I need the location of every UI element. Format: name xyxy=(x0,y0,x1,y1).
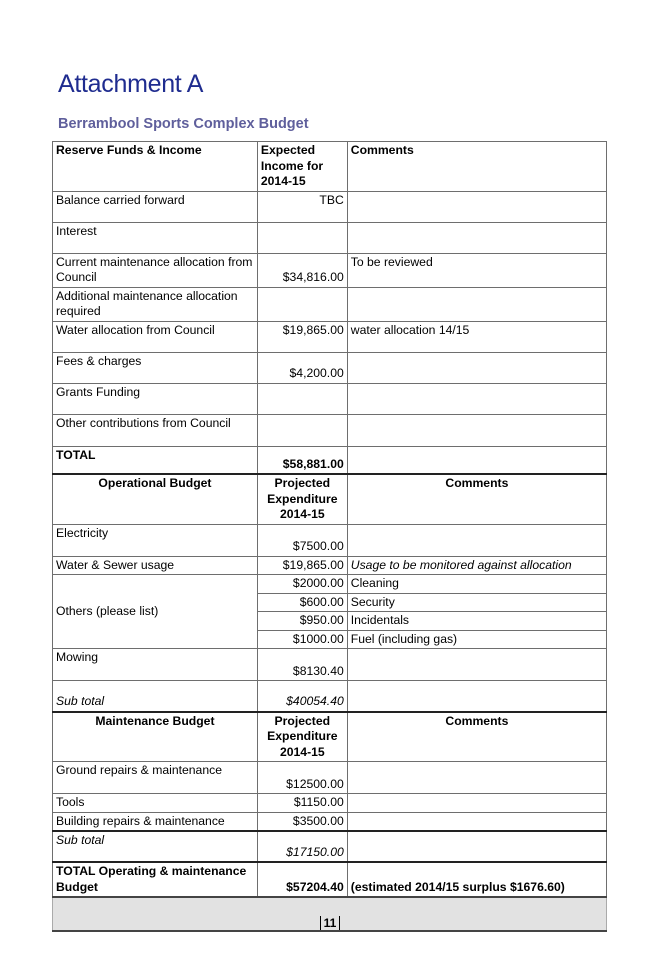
reserve-header-row xyxy=(53,142,607,192)
row-label: Other contributions from Council xyxy=(53,414,258,446)
table-row xyxy=(53,352,607,383)
row-value: $4,200.00 xyxy=(257,352,347,383)
row-value: $19,865.00 xyxy=(257,556,347,575)
row-label: Balance carried forward xyxy=(53,191,258,222)
row-label: Electricity xyxy=(53,524,258,556)
reserve-header-income: Expected Income for 2014-15 xyxy=(257,142,347,192)
operational-subtotal-row xyxy=(53,681,607,712)
page-subtitle: Berrambool Sports Complex Budget xyxy=(58,116,309,132)
reserve-header-label: Reserve Funds & Income xyxy=(53,142,258,192)
row-value: $12500.00 xyxy=(257,762,347,794)
row-label: Tools xyxy=(53,794,258,813)
maintenance-header-label: Maintenance Budget xyxy=(53,712,258,762)
table-row xyxy=(53,524,607,556)
row-label: Current maintenance allocation from Council xyxy=(53,253,258,287)
table-row xyxy=(53,222,607,253)
row-comment: Fuel (including gas) xyxy=(347,630,606,649)
total-comment xyxy=(347,446,606,474)
table-row xyxy=(53,414,607,446)
row-value xyxy=(257,414,347,446)
row-value: $1150.00 xyxy=(257,794,347,813)
page-title: Attachment A xyxy=(58,70,204,98)
row-label: Additional maintenance allocation required xyxy=(53,287,258,321)
table-row xyxy=(53,287,607,321)
row-value: $34,816.00 xyxy=(257,253,347,287)
row-comment: Cleaning xyxy=(347,575,606,594)
row-label: Fees & charges xyxy=(53,352,258,383)
table-row xyxy=(53,762,607,794)
row-comment xyxy=(347,524,606,556)
total-value: $58,881.00 xyxy=(257,446,347,474)
row-label: Building repairs & maintenance xyxy=(53,812,258,831)
table-row xyxy=(53,575,607,594)
maintenance-header-expenditure: Projected Expenditure 2014-15 xyxy=(257,712,347,762)
row-comment xyxy=(347,191,606,222)
others-label: Others (please list) xyxy=(53,575,258,649)
row-label: Ground repairs & maintenance xyxy=(53,762,258,794)
table-row xyxy=(53,253,607,287)
operational-header-expenditure: Projected Expenditure 2014-15 xyxy=(257,474,347,524)
table-row xyxy=(53,321,607,352)
operational-header-row xyxy=(53,474,607,524)
row-comment: Usage to be monitored against allocation xyxy=(347,556,606,575)
row-comment xyxy=(347,383,606,414)
row-comment: Incidentals xyxy=(347,612,606,631)
subtotal-value: $40054.40 xyxy=(257,681,347,712)
row-value: $8130.40 xyxy=(257,649,347,681)
row-label: Mowing xyxy=(53,649,258,681)
row-value xyxy=(257,222,347,253)
row-label: Interest xyxy=(53,222,258,253)
row-value: $1000.00 xyxy=(257,630,347,649)
row-comment xyxy=(347,649,606,681)
row-value: TBC xyxy=(257,191,347,222)
table-row xyxy=(53,383,607,414)
subtotal-comment xyxy=(347,681,606,712)
page-number xyxy=(0,916,660,930)
grand-total-comment: (estimated 2014/15 surplus $1676.60) xyxy=(347,862,606,897)
row-comment xyxy=(347,794,606,813)
row-label: Grants Funding xyxy=(53,383,258,414)
row-comment: To be reviewed xyxy=(347,253,606,287)
row-value: $7500.00 xyxy=(257,524,347,556)
row-comment: water allocation 14/15 xyxy=(347,321,606,352)
row-value: $19,865.00 xyxy=(257,321,347,352)
grand-total-value: $57204.40 xyxy=(257,862,347,897)
subtotal-label: Sub total xyxy=(53,681,258,712)
grand-total-label: TOTAL Operating & maintenance Budget xyxy=(53,862,258,897)
row-value: $600.00 xyxy=(257,593,347,612)
table-row xyxy=(53,191,607,222)
row-comment xyxy=(347,812,606,831)
subtotal-value: $17150.00 xyxy=(257,831,347,862)
row-comment xyxy=(347,222,606,253)
table-row xyxy=(53,556,607,575)
row-comment: Security xyxy=(347,593,606,612)
row-comment xyxy=(347,287,606,321)
maintenance-header-row xyxy=(53,712,607,762)
reserve-header-comments: Comments xyxy=(347,142,606,192)
total-label: TOTAL xyxy=(53,446,258,474)
budget-table xyxy=(52,141,607,932)
operational-header-label: Operational Budget xyxy=(53,474,258,524)
row-label: Water & Sewer usage xyxy=(53,556,258,575)
row-value xyxy=(257,383,347,414)
row-comment xyxy=(347,762,606,794)
row-value: $950.00 xyxy=(257,612,347,631)
row-comment xyxy=(347,352,606,383)
row-value: $3500.00 xyxy=(257,812,347,831)
subtotal-label: Sub total xyxy=(53,831,258,862)
subtotal-comment xyxy=(347,831,606,862)
table-row xyxy=(53,649,607,681)
maintenance-subtotal-row xyxy=(53,831,607,862)
table-row xyxy=(53,812,607,831)
operational-header-comments: Comments xyxy=(347,474,606,524)
grand-total-row xyxy=(53,862,607,897)
row-value: $2000.00 xyxy=(257,575,347,594)
table-row xyxy=(53,794,607,813)
row-comment xyxy=(347,414,606,446)
row-label: Water allocation from Council xyxy=(53,321,258,352)
maintenance-header-comments: Comments xyxy=(347,712,606,762)
reserve-total-row xyxy=(53,446,607,474)
page-number-text: 11 xyxy=(320,916,341,930)
row-value xyxy=(257,287,347,321)
